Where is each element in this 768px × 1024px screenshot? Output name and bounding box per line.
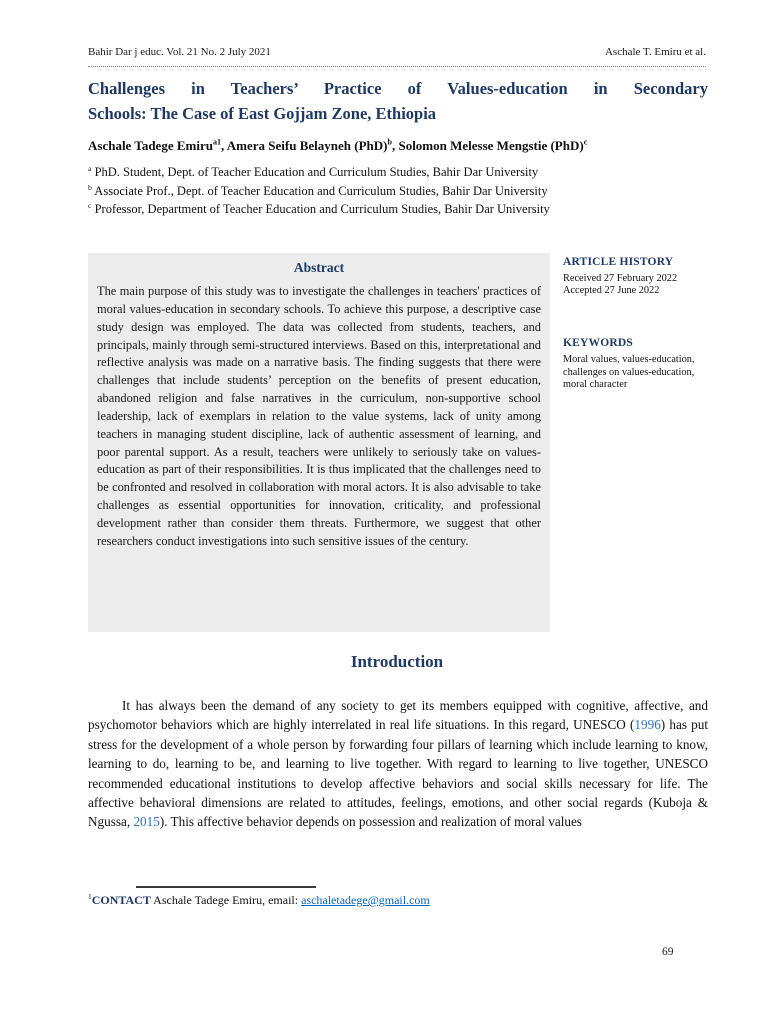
contact-footnote: [88, 893, 708, 908]
article-title-line2: Schools: The Case of East Gojjam Zone, Ethiopia: [88, 104, 437, 123]
affiliation-b-mark: b: [88, 182, 92, 192]
citation-unesco-1996[interactable]: 1996: [634, 717, 661, 733]
affiliation-a-mark: a: [88, 163, 92, 173]
affiliation-a-text: PhD. Student, Dept. of Teacher Education and Curriculum Studies, Bahir Dar University: [91, 165, 539, 179]
article-title-line1: Challenges in Teachers’ Practice of Values-education in Secondary: [88, 79, 708, 98]
contact-text: Aschale Tadege Emiru, email:: [150, 893, 302, 907]
keywords-heading: KEYWORDS: [563, 337, 633, 349]
affiliation-c: [88, 200, 708, 219]
affiliation-c-mark: c: [88, 200, 92, 210]
article-history-heading: ARTICLE HISTORY: [563, 256, 674, 268]
author-2-affiliation-mark: b: [387, 137, 392, 147]
intro-text-part-1: It has always been the demand of any society to get its members equipped with cognitive, affective, and psychomotor behaviors which are highly interrelated in real life situations. In this regard, UNESCO (: [88, 698, 708, 733]
affiliations-list: [88, 163, 708, 219]
author-short-citation: Aschale T. Emiru et al.: [604, 46, 706, 58]
author-1-name: Aschale Tadege Emiru: [88, 138, 213, 153]
abstract-heading: Abstract: [293, 260, 345, 275]
affiliation-a: [88, 163, 708, 182]
contact-label: CONTACT: [91, 893, 151, 907]
affiliation-c-text: Professor, Department of Teacher Education and Curriculum Studies, Bahir Dar University: [91, 202, 550, 216]
abstract-section: [88, 253, 550, 632]
keywords-text: Moral values, values-education, challenges on values-education, moral character: [563, 354, 695, 390]
received-date: Received 27 February 2022: [563, 273, 678, 284]
contact-email-link[interactable]: aschaletadege@gmail.com: [301, 893, 430, 907]
article-history-block: [563, 256, 718, 297]
introduction-paragraph: [88, 696, 708, 832]
intro-text-part-3: ). This affective behavior depends on possession and realization of moral values: [159, 814, 582, 830]
journal-info: Bahir Dar j educ. Vol. 21 No. 2 July 2021: [88, 46, 271, 58]
affiliation-b: [88, 182, 708, 201]
author-2-name: , Amera Seifu Belayneh (PhD): [221, 138, 388, 153]
accepted-date: Accepted 27 June 2022: [563, 285, 660, 296]
footnote-mark: 1: [88, 892, 92, 901]
author-byline: [88, 138, 708, 154]
affiliation-b-text: Associate Prof., Dept. of Teacher Education and Curriculum Studies, Bahir Dar University: [91, 183, 548, 198]
abstract-body-text: The main purpose of this study was to investigate the challenges in teachers' practices of moral values-education in secondary schools. To achieve this purpose, a descriptive case study design was employed. The data was collected from students, teachers, and principals, mainly through semi-structured interviews. Based on this, interpretational and reflective analysis was made on a narrative basis. The finding suggests that there were challenges that include students’ perception on the benefits of present education, abandoned religion and false narratives in the curriculum, non-supportive school leadership, lack of exemplars in relation to the value systems, lack of unity among teachers in managing student discipline, lack of authentic assessment of learning, and poor parental support. As a result, teachers were unlikely to seriously take on values-education as part of their responsibilities. It is thus implicated that the challenges need to be confronted and resolved in collaboration with moral actors. It is also advisable to take challenges as essential opportunities for innovation, criticality, and professional development rather than consider them threats. Furthermore, we suggest that other researchers conduct investigations into such sensitive issues of the century.: [97, 284, 541, 548]
author-1-affiliation-mark: a1: [212, 137, 222, 147]
header-divider: [88, 66, 706, 67]
footnote-divider: [136, 886, 316, 888]
citation-kuboja-ngussa-2015[interactable]: 2015: [133, 814, 160, 830]
page-number: 69: [662, 946, 674, 958]
intro-text-part-2: ) has put stress for the development of a whole person by forwarding four pillars of learning which include learning to know, learning to do, learning to be, and learning to live together. With regard to learning to live together, UNESCO recommended educational institutions to develop affective behaviors and social skills necessary for life. The affective behavioral dimensions are related to attitudes, feelings, emotions, and other social regards (Kuboja & Ngussa,: [88, 717, 708, 830]
author-3-name: , Solomon Melesse Mengstie (PhD): [391, 138, 584, 153]
introduction-heading: Introduction: [350, 652, 444, 671]
author-3-affiliation-mark: c: [583, 137, 588, 147]
article-meta-panel: [563, 256, 718, 392]
running-head: [88, 46, 706, 58]
keywords-block: [563, 337, 718, 392]
article-title: [88, 76, 708, 126]
